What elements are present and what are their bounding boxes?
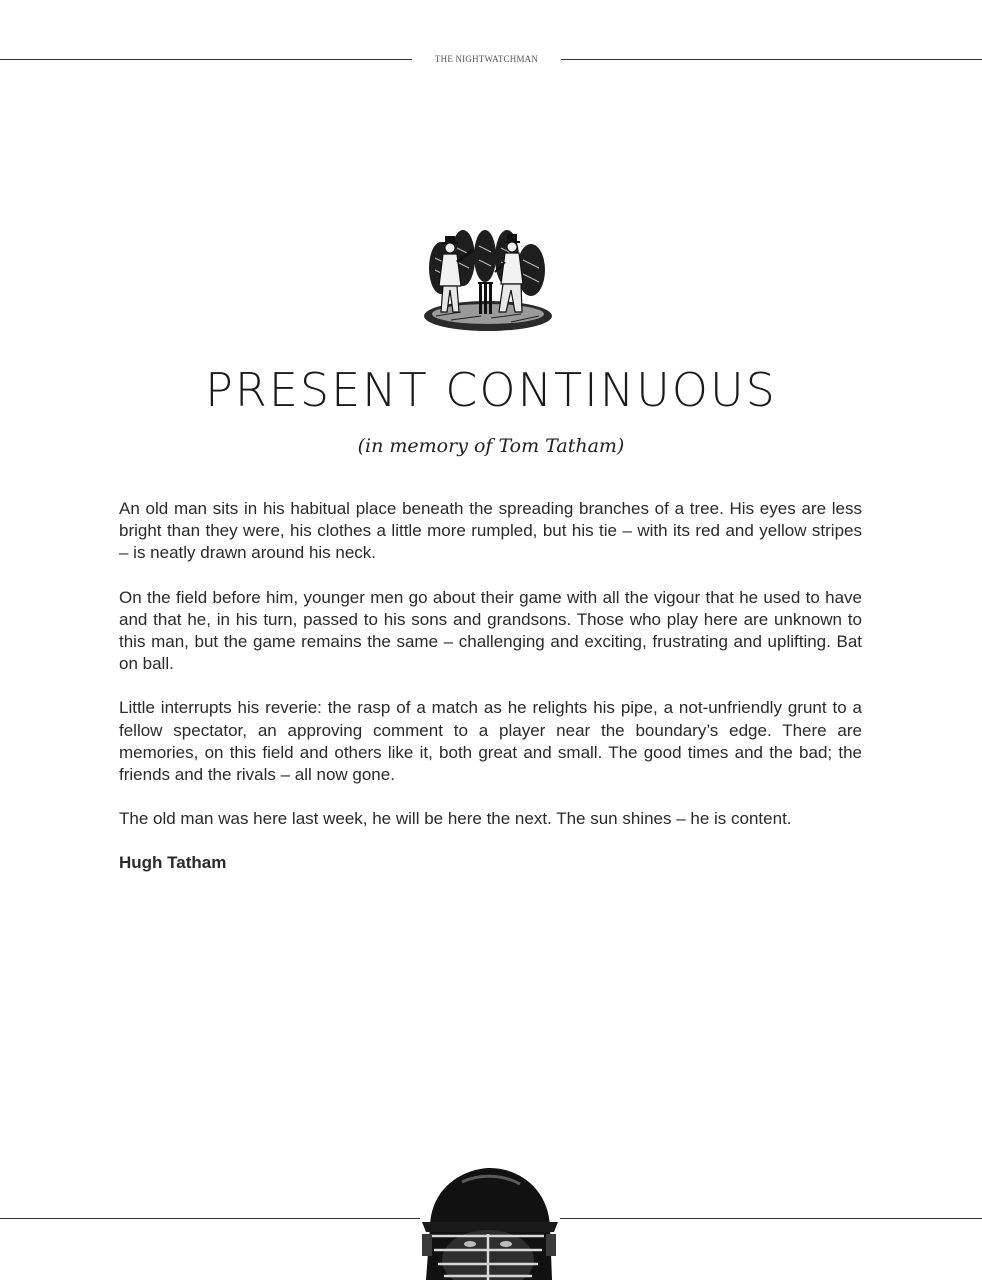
footer-rule-left xyxy=(0,1218,420,1219)
footer-rule-right xyxy=(560,1218,982,1219)
paragraph-2: On the field before him, younger men go about their game with all the vigour that he used to have and that he, in his turn, passed to his sons and grandsons. Those who play here are unknown to this man, but the game remains the same – challenging and exciting, frustrating and uplifting. Bat on ball. xyxy=(119,587,862,674)
running-title: THE NIGHTWATCHMAN xyxy=(434,54,539,64)
header-rule-left xyxy=(0,59,412,60)
cricket-engraving-icon xyxy=(421,228,555,334)
article-title: PRESENT CONTINUOUS xyxy=(205,363,777,417)
header-rule-right xyxy=(561,59,982,60)
paragraph-4: The old man was here last week, he will be here the next. The sun shines – he is content. xyxy=(119,809,792,829)
author-byline: Hugh Tatham xyxy=(119,853,227,873)
paragraph-1: An old man sits in his habitual place beneath the spreading branches of a tree. His eyes are less bright than they were, his clothes a little more rumpled, but his tie – with its red and yellow stripes – is neatly drawn around his neck. xyxy=(119,499,862,563)
paragraph-3: Little interrupts his reverie: the rasp of a match as he relights his pipe, a not-unfriendly grunt to a fellow spectator, an approving comment to a player near the boundary’s edge. There are memories, on this field and others like it, both great and small. The good times and the bad; the friends and the rivals – all now gone. xyxy=(119,698,862,785)
helmeted-batsman-icon xyxy=(392,1164,582,1280)
article-subtitle: (in memory of Tom Tatham) xyxy=(357,435,625,457)
article-body xyxy=(119,498,862,897)
running-header xyxy=(0,52,982,66)
